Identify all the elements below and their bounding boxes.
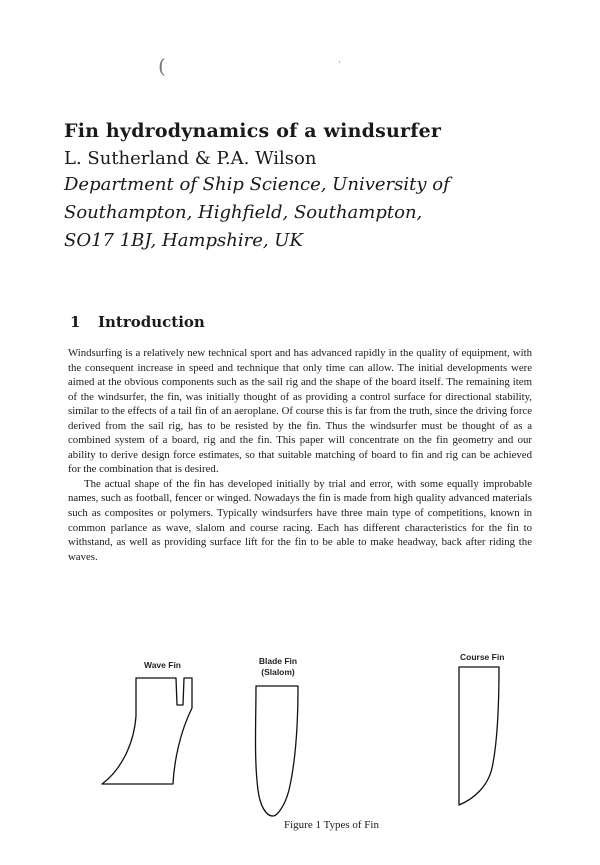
- blade-fin-label: [258, 656, 298, 678]
- scan-mark: ·: [338, 58, 341, 68]
- affiliation-line: Southampton, Highfield, Southampton,: [64, 202, 423, 223]
- wave-fin-label: Wave Fin: [144, 660, 181, 670]
- blade-fin-outline: [256, 686, 299, 816]
- blade-fin-label-sub: (Slalom): [261, 667, 295, 677]
- course-fin-label: Course Fin: [460, 652, 505, 662]
- affiliation-line: SO17 1BJ, Hampshire, UK: [64, 230, 303, 251]
- figure-caption: Figure 1 Types of Fin: [284, 819, 379, 831]
- paragraph: Windsurfing is a relatively new technical sport and has advanced rapidly in the quality of equipment, with the consequent increase in speed and technique that only time can allow. The initial developments were aimed at the obvious components such as the sail rig and the shape of the board itself. The remaining item of the windsurfer, the fin, was initially thought of as providing a control surface for directional stability, similar to the effects of a tail fin of an aeroplane. Of course this is far from the truth, since the driving force derived from the sail rig, has to be resisted by the fin. Thus the windsurfer must be thought of as a combined system of a board, rig and the fin. This paper will concentrate on the fin geometry and our ability to derive design force estimates, so that suitable matching of board to fin and rig can be achieved for the combination that is desired.: [68, 347, 532, 476]
- course-fin-outline: [459, 667, 499, 805]
- paper-title: Fin hydrodynamics of a windsurfer: [64, 120, 442, 142]
- authors: L. Sutherland & P.A. Wilson: [64, 148, 317, 169]
- wave-fin-outline: [102, 678, 192, 784]
- paragraph: The actual shape of the fin has developed initially by trial and error, with some equally improbable names, such as football, fencer or winged. Nowadays the fin is made from high quality advanced materials such as composites or polymers. Typically windsurfers have three main type of competitions, known in common parlance as wave, slalom and course racing. Each has different characteristics for the fin to withstand, as well as providing surface lift for the fin to be able to make headway, back after riding the waves.: [68, 477, 532, 563]
- blade-fin-label-name: Blade Fin: [258, 656, 298, 666]
- section-title: Introduction: [98, 313, 205, 331]
- section-number: 1: [70, 313, 81, 331]
- affiliation-line: Department of Ship Science, University of: [64, 174, 450, 195]
- scan-mark: (: [158, 54, 166, 78]
